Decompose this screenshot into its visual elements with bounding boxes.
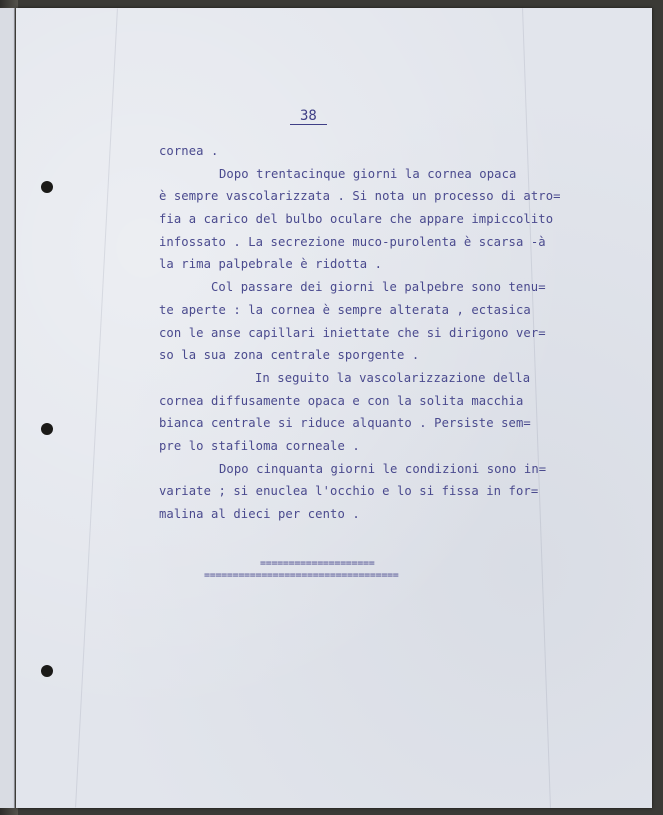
separator-rule-long: ================================== bbox=[204, 570, 399, 581]
paper-crease bbox=[75, 9, 118, 808]
page-number: 38 bbox=[290, 108, 327, 125]
separator-rule-short: ==================== bbox=[260, 558, 375, 569]
text-line: cornea . bbox=[159, 144, 219, 158]
text-line: Dopo trentacinque giorni la cornea opaca bbox=[219, 166, 517, 181]
previous-page-edge bbox=[0, 8, 15, 808]
text-line: Dopo cinquanta giorni le condizioni sono in= bbox=[219, 461, 547, 476]
punch-hole bbox=[41, 423, 53, 435]
text-line: In seguito la vascolarizzazione della bbox=[255, 370, 531, 385]
text-line: cornea diffusamente opaca e con la solita macchia bbox=[159, 393, 524, 408]
text-line: fia a carico del bulbo oculare che appare impiccolito bbox=[159, 212, 554, 227]
body-text bbox=[159, 140, 579, 526]
text-line: la rima palpebrale è ridotta . bbox=[159, 257, 383, 272]
text-line: bianca centrale si riduce alquanto . Persiste sem= bbox=[159, 416, 531, 431]
punch-hole bbox=[41, 665, 53, 677]
text-line: te aperte : la cornea è sempre alterata , ectasica bbox=[159, 302, 531, 317]
text-line: è sempre vascolarizzata . Si nota un processo di atro= bbox=[159, 189, 561, 204]
text-line: infossato . La secrezione muco-purolenta è scarsa -à bbox=[159, 234, 546, 249]
punch-hole bbox=[41, 181, 53, 193]
text-line: Col passare dei giorni le palpebre sono tenu= bbox=[211, 280, 546, 295]
text-line: so la sua zona centrale sporgente . bbox=[159, 348, 420, 363]
text-line: pre lo stafiloma corneale . bbox=[159, 438, 360, 453]
text-line: variate ; si enuclea l'occhio e lo si fissa in for= bbox=[159, 484, 539, 499]
text-line: malina al dieci per cento . bbox=[159, 507, 360, 521]
text-line: con le anse capillari iniettate che si dirigono ver= bbox=[159, 325, 546, 340]
